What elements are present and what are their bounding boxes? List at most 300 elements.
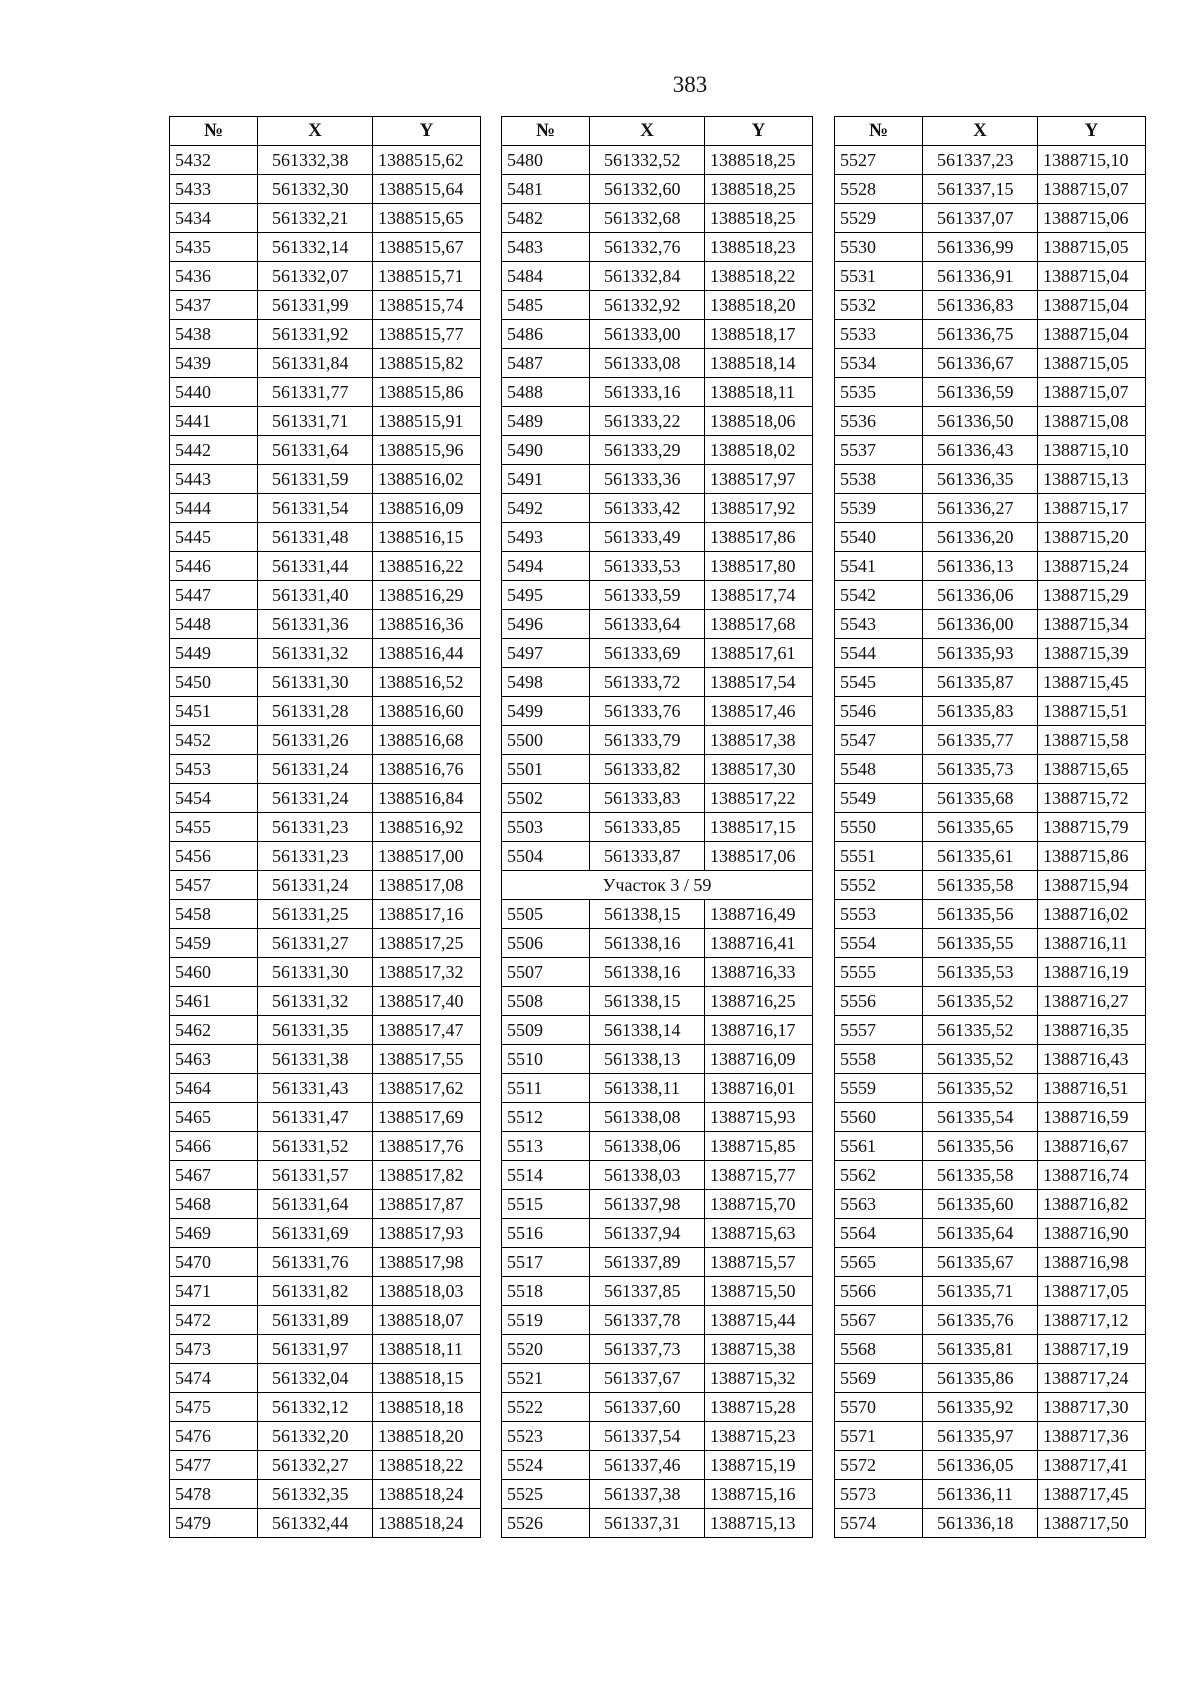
x-coordinate-cell: 561337,89	[590, 1248, 705, 1277]
table-row	[170, 929, 481, 958]
table-row	[170, 1132, 481, 1161]
table-row	[835, 552, 1146, 581]
y-coordinate-cell: 1388517,22	[705, 784, 813, 813]
table-row	[502, 465, 813, 494]
point-number-cell: 5509	[502, 1016, 590, 1045]
table-row	[170, 320, 481, 349]
section-label: Участок 3 / 59	[502, 871, 813, 900]
table-row	[502, 1103, 813, 1132]
y-coordinate-cell: 1388715,07	[1038, 378, 1146, 407]
y-coordinate-cell: 1388518,20	[373, 1422, 481, 1451]
point-number-cell: 5442	[170, 436, 258, 465]
coordinates-table	[501, 116, 813, 1538]
x-coordinate-cell: 561333,42	[590, 494, 705, 523]
table-row	[502, 291, 813, 320]
table-row	[835, 175, 1146, 204]
table-row	[502, 1016, 813, 1045]
x-coordinate-cell: 561338,03	[590, 1161, 705, 1190]
table-row	[170, 146, 481, 175]
y-coordinate-cell: 1388517,92	[705, 494, 813, 523]
point-number-cell: 5494	[502, 552, 590, 581]
y-coordinate-cell: 1388518,02	[705, 436, 813, 465]
x-coordinate-cell: 561335,58	[923, 1161, 1038, 1190]
x-coordinate-cell: 561337,54	[590, 1422, 705, 1451]
y-coordinate-cell: 1388518,22	[373, 1451, 481, 1480]
point-number-cell: 5458	[170, 900, 258, 929]
y-coordinate-cell: 1388716,35	[1038, 1016, 1146, 1045]
y-coordinate-cell: 1388517,00	[373, 842, 481, 871]
y-coordinate-cell: 1388517,40	[373, 987, 481, 1016]
x-coordinate-cell: 561335,76	[923, 1306, 1038, 1335]
point-number-cell: 5493	[502, 523, 590, 552]
table-row	[170, 1016, 481, 1045]
table-row	[502, 668, 813, 697]
x-coordinate-cell: 561336,50	[923, 407, 1038, 436]
y-coordinate-cell: 1388715,10	[1038, 146, 1146, 175]
y-coordinate-cell: 1388715,70	[705, 1190, 813, 1219]
point-number-cell: 5487	[502, 349, 590, 378]
table-row	[170, 900, 481, 929]
y-coordinate-cell: 1388518,15	[373, 1364, 481, 1393]
table-header-row	[170, 117, 481, 146]
point-number-cell: 5571	[835, 1422, 923, 1451]
x-coordinate-cell: 561336,59	[923, 378, 1038, 407]
table-row	[502, 639, 813, 668]
x-coordinate-cell: 561333,08	[590, 349, 705, 378]
point-number-cell: 5454	[170, 784, 258, 813]
table-row	[502, 378, 813, 407]
table-row	[835, 523, 1146, 552]
point-number-cell: 5546	[835, 697, 923, 726]
x-coordinate-cell: 561337,73	[590, 1335, 705, 1364]
page-number: 383	[672, 72, 708, 97]
y-coordinate-cell: 1388515,77	[373, 320, 481, 349]
point-number-cell: 5475	[170, 1393, 258, 1422]
point-number-cell: 5499	[502, 697, 590, 726]
point-number-cell: 5481	[502, 175, 590, 204]
table-header-row	[835, 117, 1146, 146]
table-row	[835, 697, 1146, 726]
y-coordinate-cell: 1388715,05	[1038, 349, 1146, 378]
y-coordinate-cell: 1388716,09	[705, 1045, 813, 1074]
y-coordinate-cell: 1388715,86	[1038, 842, 1146, 871]
table-row	[835, 436, 1146, 465]
x-coordinate-cell: 561335,68	[923, 784, 1038, 813]
y-coordinate-cell: 1388516,15	[373, 523, 481, 552]
y-coordinate-cell: 1388716,33	[705, 958, 813, 987]
table-row	[170, 523, 481, 552]
point-number-cell: 5473	[170, 1335, 258, 1364]
table-row	[835, 1103, 1146, 1132]
point-number-cell: 5491	[502, 465, 590, 494]
x-coordinate-cell: 561333,16	[590, 378, 705, 407]
point-number-cell: 5450	[170, 668, 258, 697]
table-row	[502, 436, 813, 465]
y-coordinate-cell: 1388715,72	[1038, 784, 1146, 813]
table-row	[502, 494, 813, 523]
y-coordinate-cell: 1388516,29	[373, 581, 481, 610]
x-coordinate-cell: 561336,06	[923, 581, 1038, 610]
y-coordinate-cell: 1388716,01	[705, 1074, 813, 1103]
point-number-cell: 5550	[835, 813, 923, 842]
table-row	[502, 1190, 813, 1219]
point-number-cell: 5463	[170, 1045, 258, 1074]
point-number-cell: 5530	[835, 233, 923, 262]
point-number-cell: 5507	[502, 958, 590, 987]
y-coordinate-cell: 1388518,11	[373, 1335, 481, 1364]
y-coordinate-cell: 1388717,41	[1038, 1451, 1146, 1480]
column-header-number: №	[170, 117, 258, 146]
x-coordinate-cell: 561338,14	[590, 1016, 705, 1045]
point-number-cell: 5519	[502, 1306, 590, 1335]
x-coordinate-cell: 561335,77	[923, 726, 1038, 755]
y-coordinate-cell: 1388715,10	[1038, 436, 1146, 465]
table-row	[835, 1393, 1146, 1422]
table-row	[835, 494, 1146, 523]
y-coordinate-cell: 1388517,87	[373, 1190, 481, 1219]
table-row	[502, 1335, 813, 1364]
x-coordinate-cell: 561335,56	[923, 1132, 1038, 1161]
point-number-cell: 5474	[170, 1364, 258, 1393]
point-number-cell: 5523	[502, 1422, 590, 1451]
x-coordinate-cell: 561331,26	[258, 726, 373, 755]
point-number-cell: 5457	[170, 871, 258, 900]
table-row	[170, 987, 481, 1016]
point-number-cell: 5528	[835, 175, 923, 204]
x-coordinate-cell: 561331,38	[258, 1045, 373, 1074]
table-row	[170, 581, 481, 610]
x-coordinate-cell: 561331,23	[258, 842, 373, 871]
table-row	[835, 958, 1146, 987]
table-row	[502, 726, 813, 755]
point-number-cell: 5483	[502, 233, 590, 262]
table-row	[502, 523, 813, 552]
y-coordinate-cell: 1388518,06	[705, 407, 813, 436]
y-coordinate-cell: 1388715,94	[1038, 871, 1146, 900]
table-row	[502, 900, 813, 929]
x-coordinate-cell: 561335,52	[923, 987, 1038, 1016]
point-number-cell: 5467	[170, 1161, 258, 1190]
table-row	[502, 1074, 813, 1103]
y-coordinate-cell: 1388715,44	[705, 1306, 813, 1335]
x-coordinate-cell: 561338,16	[590, 958, 705, 987]
table-row	[835, 1277, 1146, 1306]
table-row	[835, 262, 1146, 291]
x-coordinate-cell: 561337,46	[590, 1451, 705, 1480]
y-coordinate-cell: 1388517,08	[373, 871, 481, 900]
table-row	[170, 1161, 481, 1190]
x-coordinate-cell: 561332,44	[258, 1509, 373, 1538]
point-number-cell: 5443	[170, 465, 258, 494]
point-number-cell: 5572	[835, 1451, 923, 1480]
point-number-cell: 5484	[502, 262, 590, 291]
y-coordinate-cell: 1388717,24	[1038, 1364, 1146, 1393]
y-coordinate-cell: 1388518,03	[373, 1277, 481, 1306]
point-number-cell: 5560	[835, 1103, 923, 1132]
point-number-cell: 5557	[835, 1016, 923, 1045]
table-row	[835, 668, 1146, 697]
point-number-cell: 5541	[835, 552, 923, 581]
y-coordinate-cell: 1388715,04	[1038, 291, 1146, 320]
y-coordinate-cell: 1388716,98	[1038, 1248, 1146, 1277]
table-row	[170, 1190, 481, 1219]
point-number-cell: 5478	[170, 1480, 258, 1509]
point-number-cell: 5538	[835, 465, 923, 494]
x-coordinate-cell: 561335,52	[923, 1045, 1038, 1074]
table-row	[502, 204, 813, 233]
table-row	[835, 233, 1146, 262]
y-coordinate-cell: 1388516,44	[373, 639, 481, 668]
table-row	[835, 1306, 1146, 1335]
point-number-cell: 5460	[170, 958, 258, 987]
point-number-cell: 5543	[835, 610, 923, 639]
table-row	[502, 697, 813, 726]
table-row	[835, 1451, 1146, 1480]
y-coordinate-cell: 1388518,25	[705, 175, 813, 204]
y-coordinate-cell: 1388517,69	[373, 1103, 481, 1132]
y-coordinate-cell: 1388518,14	[705, 349, 813, 378]
point-number-cell: 5438	[170, 320, 258, 349]
table-row	[502, 146, 813, 175]
y-coordinate-cell: 1388518,07	[373, 1306, 481, 1335]
table-row	[170, 465, 481, 494]
x-coordinate-cell: 561333,76	[590, 697, 705, 726]
y-coordinate-cell: 1388517,61	[705, 639, 813, 668]
point-number-cell: 5540	[835, 523, 923, 552]
x-coordinate-cell: 561331,84	[258, 349, 373, 378]
point-number-cell: 5480	[502, 146, 590, 175]
y-coordinate-cell: 1388518,23	[705, 233, 813, 262]
table-row	[170, 1422, 481, 1451]
x-coordinate-cell: 561333,22	[590, 407, 705, 436]
coordinates-table	[834, 116, 1146, 1538]
y-coordinate-cell: 1388515,82	[373, 349, 481, 378]
table-row	[170, 1074, 481, 1103]
y-coordinate-cell: 1388517,80	[705, 552, 813, 581]
y-coordinate-cell: 1388717,30	[1038, 1393, 1146, 1422]
y-coordinate-cell: 1388715,34	[1038, 610, 1146, 639]
table-row	[502, 1132, 813, 1161]
point-number-cell: 5465	[170, 1103, 258, 1132]
table-row	[170, 175, 481, 204]
table-row	[502, 1277, 813, 1306]
table-row	[835, 1074, 1146, 1103]
table-row	[170, 1045, 481, 1074]
x-coordinate-cell: 561335,53	[923, 958, 1038, 987]
y-coordinate-cell: 1388716,17	[705, 1016, 813, 1045]
y-coordinate-cell: 1388518,18	[373, 1393, 481, 1422]
x-coordinate-cell: 561338,15	[590, 900, 705, 929]
point-number-cell: 5500	[502, 726, 590, 755]
x-coordinate-cell: 561337,85	[590, 1277, 705, 1306]
table-row	[502, 1161, 813, 1190]
y-coordinate-cell: 1388515,62	[373, 146, 481, 175]
x-coordinate-cell: 561331,82	[258, 1277, 373, 1306]
point-number-cell: 5555	[835, 958, 923, 987]
point-number-cell: 5529	[835, 204, 923, 233]
table-row	[502, 1248, 813, 1277]
x-coordinate-cell: 561331,36	[258, 610, 373, 639]
x-coordinate-cell: 561331,23	[258, 813, 373, 842]
y-coordinate-cell: 1388517,74	[705, 581, 813, 610]
x-coordinate-cell: 561335,58	[923, 871, 1038, 900]
y-coordinate-cell: 1388517,38	[705, 726, 813, 755]
x-coordinate-cell: 561331,24	[258, 871, 373, 900]
x-coordinate-cell: 561333,36	[590, 465, 705, 494]
point-number-cell: 5569	[835, 1364, 923, 1393]
y-coordinate-cell: 1388516,22	[373, 552, 481, 581]
y-coordinate-cell: 1388717,12	[1038, 1306, 1146, 1335]
table-row	[502, 1393, 813, 1422]
table-row	[835, 407, 1146, 436]
x-coordinate-cell: 561331,47	[258, 1103, 373, 1132]
y-coordinate-cell: 1388515,71	[373, 262, 481, 291]
point-number-cell: 5570	[835, 1393, 923, 1422]
point-number-cell: 5567	[835, 1306, 923, 1335]
y-coordinate-cell: 1388715,77	[705, 1161, 813, 1190]
x-coordinate-cell: 561332,12	[258, 1393, 373, 1422]
y-coordinate-cell: 1388517,68	[705, 610, 813, 639]
table-row	[502, 987, 813, 1016]
table-row	[170, 233, 481, 262]
table-row	[835, 871, 1146, 900]
table-row	[170, 755, 481, 784]
y-coordinate-cell: 1388517,55	[373, 1045, 481, 1074]
table-row	[502, 813, 813, 842]
x-coordinate-cell: 561337,23	[923, 146, 1038, 175]
point-number-cell: 5559	[835, 1074, 923, 1103]
y-coordinate-cell: 1388715,50	[705, 1277, 813, 1306]
x-coordinate-cell: 561336,00	[923, 610, 1038, 639]
table-row	[835, 146, 1146, 175]
table-row	[502, 1045, 813, 1074]
y-coordinate-cell: 1388516,84	[373, 784, 481, 813]
point-number-cell: 5468	[170, 1190, 258, 1219]
point-number-cell: 5518	[502, 1277, 590, 1306]
point-number-cell: 5568	[835, 1335, 923, 1364]
table-row	[170, 262, 481, 291]
y-coordinate-cell: 1388717,05	[1038, 1277, 1146, 1306]
point-number-cell: 5503	[502, 813, 590, 842]
y-coordinate-cell: 1388716,51	[1038, 1074, 1146, 1103]
y-coordinate-cell: 1388715,79	[1038, 813, 1146, 842]
y-coordinate-cell: 1388717,50	[1038, 1509, 1146, 1538]
x-coordinate-cell: 561332,20	[258, 1422, 373, 1451]
point-number-cell: 5469	[170, 1219, 258, 1248]
y-coordinate-cell: 1388715,63	[705, 1219, 813, 1248]
point-number-cell: 5537	[835, 436, 923, 465]
x-coordinate-cell: 561332,04	[258, 1364, 373, 1393]
y-coordinate-cell: 1388517,54	[705, 668, 813, 697]
point-number-cell: 5549	[835, 784, 923, 813]
x-coordinate-cell: 561337,15	[923, 175, 1038, 204]
point-number-cell: 5514	[502, 1161, 590, 1190]
table-row	[835, 1045, 1146, 1074]
x-coordinate-cell: 561333,79	[590, 726, 705, 755]
table-row	[170, 813, 481, 842]
table-row	[502, 929, 813, 958]
y-coordinate-cell: 1388517,76	[373, 1132, 481, 1161]
point-number-cell: 5547	[835, 726, 923, 755]
point-number-cell: 5574	[835, 1509, 923, 1538]
table-row	[502, 784, 813, 813]
y-coordinate-cell: 1388715,13	[1038, 465, 1146, 494]
table-row	[835, 726, 1146, 755]
x-coordinate-cell: 561335,54	[923, 1103, 1038, 1132]
x-coordinate-cell: 561336,11	[923, 1480, 1038, 1509]
y-coordinate-cell: 1388715,38	[705, 1335, 813, 1364]
column-header-y: Y	[705, 117, 813, 146]
y-coordinate-cell: 1388715,17	[1038, 494, 1146, 523]
point-number-cell: 5461	[170, 987, 258, 1016]
x-coordinate-cell: 561337,31	[590, 1509, 705, 1538]
x-coordinate-cell: 561337,07	[923, 204, 1038, 233]
y-coordinate-cell: 1388717,19	[1038, 1335, 1146, 1364]
y-coordinate-cell: 1388715,93	[705, 1103, 813, 1132]
y-coordinate-cell: 1388517,25	[373, 929, 481, 958]
y-coordinate-cell: 1388517,98	[373, 1248, 481, 1277]
x-coordinate-cell: 561335,97	[923, 1422, 1038, 1451]
x-coordinate-cell: 561335,71	[923, 1277, 1038, 1306]
x-coordinate-cell: 561333,69	[590, 639, 705, 668]
y-coordinate-cell: 1388715,32	[705, 1364, 813, 1393]
point-number-cell: 5456	[170, 842, 258, 871]
x-coordinate-cell: 561335,52	[923, 1016, 1038, 1045]
point-number-cell: 5492	[502, 494, 590, 523]
point-number-cell: 5505	[502, 900, 590, 929]
table-row	[835, 1016, 1146, 1045]
y-coordinate-cell: 1388715,29	[1038, 581, 1146, 610]
point-number-cell: 5512	[502, 1103, 590, 1132]
x-coordinate-cell: 561331,76	[258, 1248, 373, 1277]
x-coordinate-cell: 561331,28	[258, 697, 373, 726]
x-coordinate-cell: 561335,92	[923, 1393, 1038, 1422]
point-number-cell: 5470	[170, 1248, 258, 1277]
y-coordinate-cell: 1388716,67	[1038, 1132, 1146, 1161]
x-coordinate-cell: 561335,73	[923, 755, 1038, 784]
x-coordinate-cell: 561335,55	[923, 929, 1038, 958]
x-coordinate-cell: 561332,84	[590, 262, 705, 291]
table-row	[170, 407, 481, 436]
y-coordinate-cell: 1388517,93	[373, 1219, 481, 1248]
table-row	[502, 610, 813, 639]
point-number-cell: 5565	[835, 1248, 923, 1277]
point-number-cell: 5545	[835, 668, 923, 697]
point-number-cell: 5501	[502, 755, 590, 784]
y-coordinate-cell: 1388715,16	[705, 1480, 813, 1509]
x-coordinate-cell: 561336,75	[923, 320, 1038, 349]
y-coordinate-cell: 1388715,05	[1038, 233, 1146, 262]
x-coordinate-cell: 561331,99	[258, 291, 373, 320]
point-number-cell: 5506	[502, 929, 590, 958]
table-row	[835, 1480, 1146, 1509]
point-number-cell: 5516	[502, 1219, 590, 1248]
table-row	[170, 726, 481, 755]
x-coordinate-cell: 561335,56	[923, 900, 1038, 929]
x-coordinate-cell: 561331,77	[258, 378, 373, 407]
point-number-cell: 5548	[835, 755, 923, 784]
point-number-cell: 5510	[502, 1045, 590, 1074]
x-coordinate-cell: 561333,82	[590, 755, 705, 784]
table-row	[502, 1364, 813, 1393]
x-coordinate-cell: 561331,25	[258, 900, 373, 929]
table-row	[835, 1335, 1146, 1364]
point-number-cell: 5485	[502, 291, 590, 320]
point-number-cell: 5479	[170, 1509, 258, 1538]
point-number-cell: 5472	[170, 1306, 258, 1335]
y-coordinate-cell: 1388517,82	[373, 1161, 481, 1190]
table-row	[502, 1451, 813, 1480]
